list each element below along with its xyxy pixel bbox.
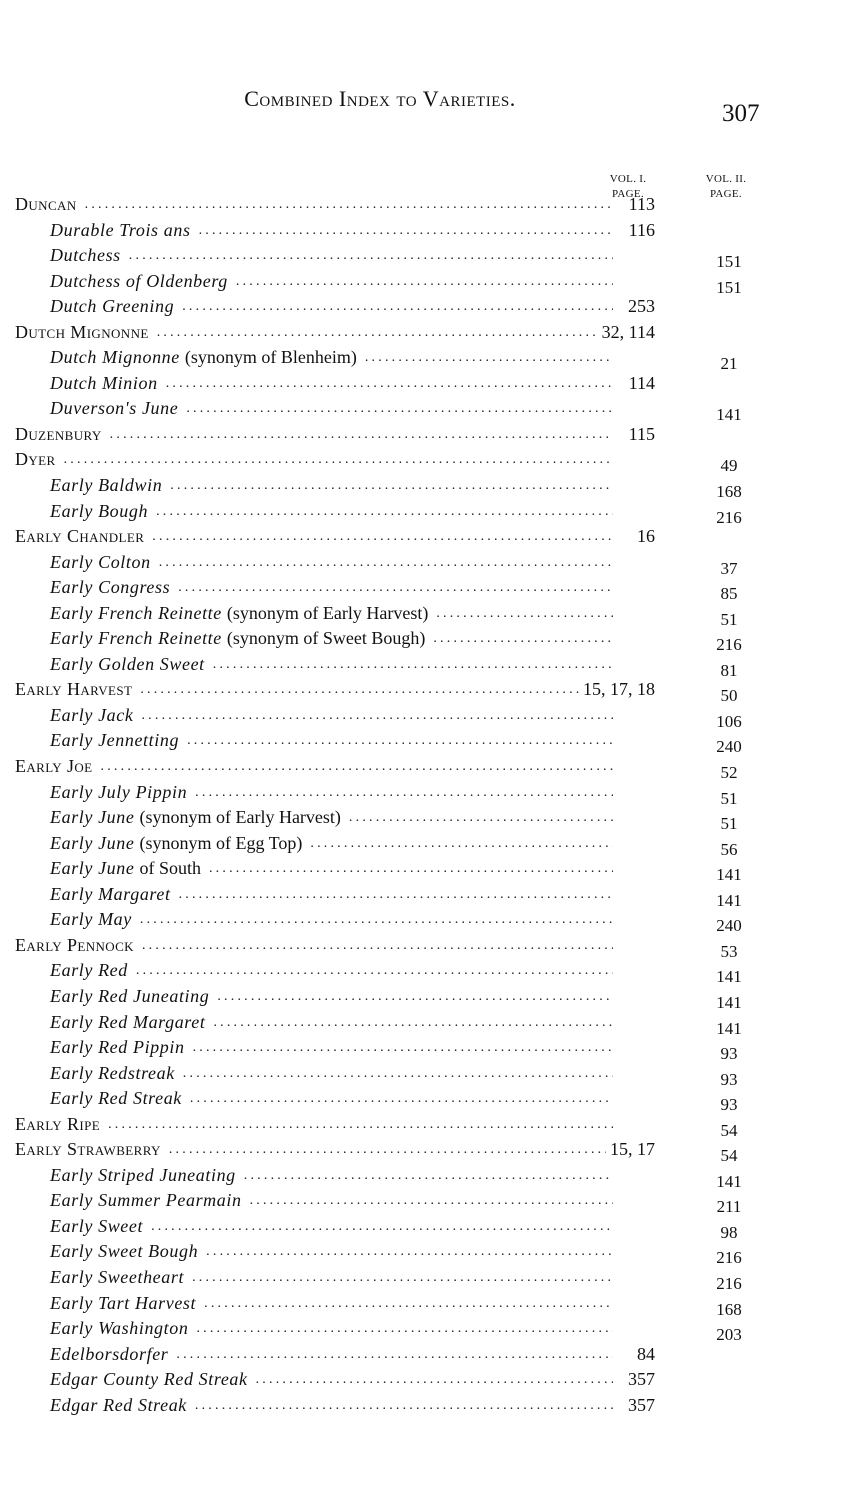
index-entry — [0, 958, 850, 987]
dot-leader — [196, 1316, 613, 1342]
entry-line — [50, 345, 655, 371]
dot-leader — [140, 907, 613, 933]
entry-line — [50, 1342, 655, 1368]
variety-name: Dutch Minion — [50, 372, 158, 393]
vol2-page: 216 — [716, 635, 742, 655]
page-title: Combined Index to Varieties. — [244, 86, 516, 111]
index-entry — [0, 422, 850, 448]
dot-leader — [199, 218, 613, 244]
variety-name: Early Striped Juneating — [50, 1164, 236, 1185]
vol1-page — [617, 856, 655, 882]
dot-leader — [176, 1342, 613, 1368]
vol2-page: 53 — [720, 941, 738, 961]
index-entry — [0, 882, 850, 908]
variety-note: (synonym of Early Harvest) — [139, 807, 341, 828]
variety-name: Early Congress — [50, 577, 171, 598]
index-entry — [0, 1342, 850, 1368]
vol1-page: 84 — [637, 1343, 655, 1364]
index-entry — [0, 1163, 850, 1189]
entry-line — [50, 652, 655, 678]
vol1-page — [617, 805, 655, 831]
index-entry — [0, 1239, 850, 1268]
vol1-page — [617, 1086, 655, 1112]
entry-line — [50, 1061, 655, 1087]
variety-name: Early June — [50, 858, 135, 879]
vol1-page — [617, 1010, 655, 1036]
dot-leader — [157, 320, 598, 346]
entry-line — [50, 1188, 655, 1214]
entry-line — [50, 1214, 655, 1240]
index-entry — [0, 1061, 850, 1087]
variety-name: Dyer — [15, 449, 56, 470]
vol1-page — [617, 269, 655, 295]
dot-leader — [436, 601, 613, 627]
dot-leader — [190, 1086, 613, 1112]
entry-line — [50, 907, 655, 933]
dot-leader — [217, 984, 613, 1010]
vol2-page: 54 — [720, 1146, 738, 1166]
vol1-page — [617, 1188, 655, 1214]
dot-leader — [206, 1239, 613, 1265]
entry-line — [15, 192, 655, 218]
vol1-page — [617, 396, 655, 422]
vol1-page: 16 — [637, 526, 655, 547]
dot-leader — [433, 626, 613, 652]
vol2-page: 141 — [716, 967, 742, 987]
vol2-page: 216 — [716, 1273, 742, 1293]
entry-line — [50, 728, 655, 754]
dot-leader — [256, 1367, 613, 1393]
entry-line — [50, 1291, 655, 1317]
vol2-page: 50 — [720, 686, 738, 706]
index-entry — [0, 703, 850, 729]
variety-name: Early Ripe — [15, 1113, 101, 1134]
index-entry — [0, 218, 850, 244]
vol1-page — [617, 447, 655, 473]
variety-name: Early Chandler — [15, 526, 145, 547]
variety-name: Early May — [50, 909, 132, 930]
vol1-page — [617, 882, 655, 908]
vol2-page: 21 — [720, 354, 738, 374]
vol1-page — [617, 984, 655, 1010]
variety-name: Early Red Juneating — [50, 985, 210, 1006]
variety-name: Early Harvest — [15, 679, 133, 700]
entry-line — [50, 575, 655, 601]
vol2-page: 93 — [720, 1069, 738, 1089]
entry-line — [50, 294, 655, 320]
variety-note: (synonym of Blenheim) — [184, 347, 357, 368]
dot-leader — [236, 269, 613, 295]
index-entry — [0, 728, 850, 757]
dot-leader — [250, 1188, 613, 1214]
variety-name: Dutchess of Oldenberg — [50, 270, 228, 291]
variety-name: Duncan — [15, 194, 77, 214]
entry-line — [50, 703, 655, 729]
variety-name: Early Joe — [15, 756, 93, 777]
index-entry — [0, 269, 850, 295]
vol2-page: 49 — [720, 456, 738, 476]
vol2-page: 93 — [720, 1095, 738, 1115]
dot-leader — [152, 524, 613, 550]
dot-leader — [129, 243, 613, 269]
vol1-page: 114 — [628, 372, 655, 393]
vol1-page: 32, 114 — [601, 321, 655, 342]
dot-leader — [209, 856, 613, 882]
variety-name: Early June — [50, 832, 135, 853]
vol1-page: 116 — [628, 219, 655, 240]
vol1-page — [617, 1112, 655, 1138]
vol1-sublabel: PAGE. — [612, 188, 644, 200]
index-entry — [0, 856, 850, 885]
vol2-page: 93 — [720, 1044, 738, 1064]
dot-leader — [136, 958, 613, 984]
vol2-page: 98 — [720, 1222, 738, 1242]
entry-line — [50, 882, 655, 908]
entry-line — [50, 1035, 655, 1061]
index-entry — [0, 192, 850, 218]
vol2-page: 141 — [716, 405, 742, 425]
variety-name: Edgar County Red Streak — [50, 1369, 248, 1390]
vol1-page — [617, 626, 655, 652]
entry-line — [50, 856, 655, 882]
dot-leader — [310, 831, 613, 857]
dot-leader — [187, 728, 613, 754]
index-entry — [0, 1112, 850, 1138]
vol1-page — [617, 703, 655, 729]
vol1-page — [617, 1316, 655, 1342]
index-entry — [0, 1316, 850, 1345]
index-entry — [0, 396, 850, 425]
variety-name: Early Margaret — [50, 883, 171, 904]
variety-name: Duzenbury — [15, 423, 102, 444]
dot-leader — [365, 345, 613, 371]
vol2-page: 141 — [716, 992, 742, 1012]
vol2-page: 54 — [720, 1120, 738, 1140]
dot-leader — [186, 396, 613, 422]
variety-name: Early Redstreak — [50, 1062, 175, 1083]
index-entry — [0, 1265, 850, 1291]
dot-leader — [64, 447, 613, 473]
vol1-page — [617, 958, 655, 984]
dot-leader — [166, 371, 613, 397]
index-entry — [0, 933, 850, 959]
vol1-page: 357 — [628, 1394, 655, 1415]
dot-leader — [178, 575, 613, 601]
variety-name: Early Strawberry — [15, 1139, 161, 1160]
vol1-page — [617, 499, 655, 525]
vol1-page — [617, 1291, 655, 1317]
variety-name: Dutch Mignonne — [15, 321, 149, 342]
variety-name: Early Red Margaret — [50, 1011, 206, 1032]
vol1-page — [617, 907, 655, 933]
index-entry — [0, 652, 850, 678]
vol1-page — [617, 1061, 655, 1087]
index-entry — [0, 907, 850, 936]
vol2-page: 203 — [716, 1325, 742, 1345]
vol1-page — [617, 831, 655, 857]
vol2-page: 151 — [716, 277, 742, 297]
entry-line — [15, 320, 655, 346]
entry-line — [50, 1010, 655, 1036]
variety-name: Early Sweet — [50, 1215, 144, 1236]
variety-note: of South — [139, 858, 201, 879]
entry-line — [50, 831, 655, 857]
dot-leader — [170, 473, 613, 499]
vol1-page — [617, 652, 655, 678]
entry-line — [50, 780, 655, 806]
vol2-page: 216 — [716, 1248, 742, 1268]
index-entry — [0, 1086, 850, 1115]
variety-name: Early July Pippin — [50, 781, 188, 802]
vol1-label: VOL. I. — [609, 173, 647, 185]
variety-name: Edgar Red Streak — [50, 1394, 187, 1415]
entry-line — [50, 371, 655, 397]
entry-line — [15, 933, 655, 959]
entry-line — [50, 984, 655, 1010]
dot-leader — [140, 677, 579, 703]
vol1-page — [617, 754, 655, 780]
vol2-page: 141 — [716, 1171, 742, 1191]
dot-leader — [213, 652, 613, 678]
variety-name: Early French Reinette — [50, 602, 222, 623]
index-entry — [0, 524, 850, 550]
entry-line — [50, 958, 655, 984]
vol2-page: 240 — [716, 737, 742, 757]
entry-line — [15, 1112, 655, 1138]
vol2-page: 141 — [716, 890, 742, 910]
entry-line — [50, 269, 655, 295]
dot-leader — [204, 1291, 613, 1317]
variety-name: Early Washington — [50, 1318, 189, 1339]
dot-leader — [195, 1393, 613, 1419]
vol1-page — [617, 550, 655, 576]
dot-leader — [141, 703, 613, 729]
page-number: 307 — [722, 100, 760, 127]
entry-line — [15, 524, 655, 550]
index-entry — [0, 805, 850, 834]
dot-leader — [101, 754, 613, 780]
index-entry — [0, 499, 850, 525]
vol1-page: 253 — [628, 296, 655, 317]
index-entry — [0, 1367, 850, 1393]
index-entry — [0, 1291, 850, 1317]
vol2-page: 85 — [720, 584, 738, 604]
index-entry — [0, 243, 850, 272]
index-entry — [0, 1137, 850, 1166]
vol2-page: 216 — [716, 507, 742, 527]
index-entry — [0, 831, 850, 857]
vol1-page — [617, 345, 655, 371]
index-entry — [0, 984, 850, 1010]
variety-note: (synonym of Early Harvest) — [226, 602, 429, 623]
variety-name: Duverson's June — [50, 398, 179, 419]
index-entry — [0, 371, 850, 397]
entry-line — [50, 243, 655, 269]
variety-name: Early Summer Pearmain — [50, 1190, 242, 1211]
index-entry — [0, 320, 850, 346]
entry-line — [15, 677, 655, 703]
index-entry — [0, 601, 850, 627]
vol2-label: VOL. II. — [705, 173, 747, 185]
dot-leader — [192, 1265, 613, 1291]
dot-leader — [244, 1163, 613, 1189]
vol2-page: 240 — [716, 916, 742, 936]
entry-line — [50, 396, 655, 422]
entry-line — [15, 754, 655, 780]
variety-name: Dutchess — [50, 245, 121, 266]
entry-line — [50, 1367, 655, 1393]
entry-line — [50, 626, 655, 652]
vol2-page: 168 — [716, 482, 742, 502]
entry-line — [50, 1393, 655, 1419]
vol1-page: 115 — [628, 423, 655, 444]
index-entry — [0, 294, 850, 320]
index-entries — [0, 192, 850, 1418]
vol1-page — [617, 1214, 655, 1240]
entry-line — [15, 1137, 655, 1163]
dot-leader — [195, 780, 613, 806]
entry-line — [15, 422, 655, 448]
vol2-page: 141 — [716, 1018, 742, 1038]
vol2-page: 211 — [716, 1197, 742, 1217]
vol1-page: 113 — [628, 194, 655, 214]
variety-name: Early Red — [50, 960, 128, 981]
index-entry — [0, 626, 850, 655]
vol1-page — [617, 728, 655, 754]
vol2-page: 51 — [720, 788, 738, 808]
index-entry — [0, 1010, 850, 1036]
vol2-page: 141 — [716, 865, 742, 885]
vol1-page — [617, 1163, 655, 1189]
index-entry — [0, 345, 850, 374]
entry-line — [50, 805, 655, 831]
entry-line — [50, 601, 655, 627]
index-entry — [0, 780, 850, 806]
variety-name: Dutch Mignonne — [50, 347, 180, 368]
variety-name: Early Bough — [50, 500, 149, 521]
index-entry — [0, 1214, 850, 1240]
index-entry — [0, 473, 850, 502]
dot-leader — [193, 1035, 613, 1061]
vol1-page — [617, 243, 655, 269]
variety-note: (synonym of Egg Top) — [139, 832, 303, 853]
variety-name: Edelborsdorfer — [50, 1343, 169, 1364]
dot-leader — [183, 1061, 613, 1087]
dot-leader — [85, 192, 613, 218]
variety-name: Early Colton — [50, 551, 151, 572]
variety-name: Durable Trois ans — [50, 219, 191, 240]
vol2-page: 56 — [720, 839, 738, 859]
entry-line — [50, 1163, 655, 1189]
vol2-page: 81 — [720, 660, 738, 680]
vol2-page: 51 — [720, 814, 738, 834]
variety-note: (synonym of Sweet Bough) — [226, 628, 426, 649]
vol2-sublabel: PAGE. — [710, 188, 742, 200]
entry-line — [50, 550, 655, 576]
variety-name: Early Jennetting — [50, 730, 180, 751]
dot-leader — [159, 550, 613, 576]
vol1-page — [617, 1265, 655, 1291]
entry-line — [50, 1316, 655, 1342]
index-entry — [0, 575, 850, 604]
entry-line — [50, 1239, 655, 1265]
vol1-page — [617, 1239, 655, 1265]
index-entry — [0, 1035, 850, 1064]
vol2-page: 168 — [716, 1299, 742, 1319]
vol1-page — [617, 473, 655, 499]
dot-leader — [110, 422, 613, 448]
vol1-page: 15, 17 — [610, 1139, 655, 1160]
index-entry — [0, 1393, 850, 1419]
variety-name: Early June — [50, 807, 135, 828]
vol2-page: 151 — [716, 252, 742, 272]
dot-leader — [156, 499, 613, 525]
index-entry — [0, 550, 850, 576]
index-entry — [0, 447, 850, 476]
entry-line — [50, 499, 655, 525]
entry-line — [15, 447, 655, 473]
variety-name: Early Sweetheart — [50, 1266, 185, 1287]
variety-name: Early Tart Harvest — [50, 1292, 197, 1313]
vol2-page: 106 — [716, 711, 742, 731]
vol1-page: 357 — [628, 1369, 655, 1390]
vol1-page — [617, 933, 655, 959]
vol1-page — [617, 601, 655, 627]
variety-name: Early French Reinette — [50, 628, 222, 649]
entry-line — [50, 218, 655, 244]
dot-leader — [169, 1137, 606, 1163]
index-entry — [0, 754, 850, 783]
vol2-page: 51 — [720, 609, 738, 629]
entry-line — [50, 1265, 655, 1291]
vol1-page — [617, 780, 655, 806]
dot-leader — [108, 1112, 613, 1138]
dot-leader — [182, 294, 613, 320]
vol1-page — [617, 575, 655, 601]
dot-leader — [213, 1010, 613, 1036]
variety-name: Early Jack — [50, 704, 134, 725]
variety-name: Early Sweet Bough — [50, 1241, 199, 1262]
vol2-page: 52 — [720, 763, 738, 783]
dot-leader — [349, 805, 613, 831]
variety-name: Early Pennock — [15, 934, 134, 955]
dot-leader — [142, 933, 613, 959]
variety-name: Dutch Greening — [50, 296, 175, 317]
vol2-page: 37 — [720, 558, 738, 578]
entry-line — [50, 1086, 655, 1112]
index-entry — [0, 677, 850, 706]
variety-name: Early Red Streak — [50, 1088, 182, 1109]
variety-name: Early Red Pippin — [50, 1037, 185, 1058]
entry-line — [50, 473, 655, 499]
variety-name: Early Baldwin — [50, 475, 163, 496]
index-entry — [0, 1188, 850, 1217]
dot-leader — [179, 882, 613, 908]
variety-name: Early Golden Sweet — [50, 653, 205, 674]
dot-leader — [151, 1214, 613, 1240]
vol1-page — [617, 1035, 655, 1061]
vol1-page: 15, 17, 18 — [583, 679, 655, 700]
